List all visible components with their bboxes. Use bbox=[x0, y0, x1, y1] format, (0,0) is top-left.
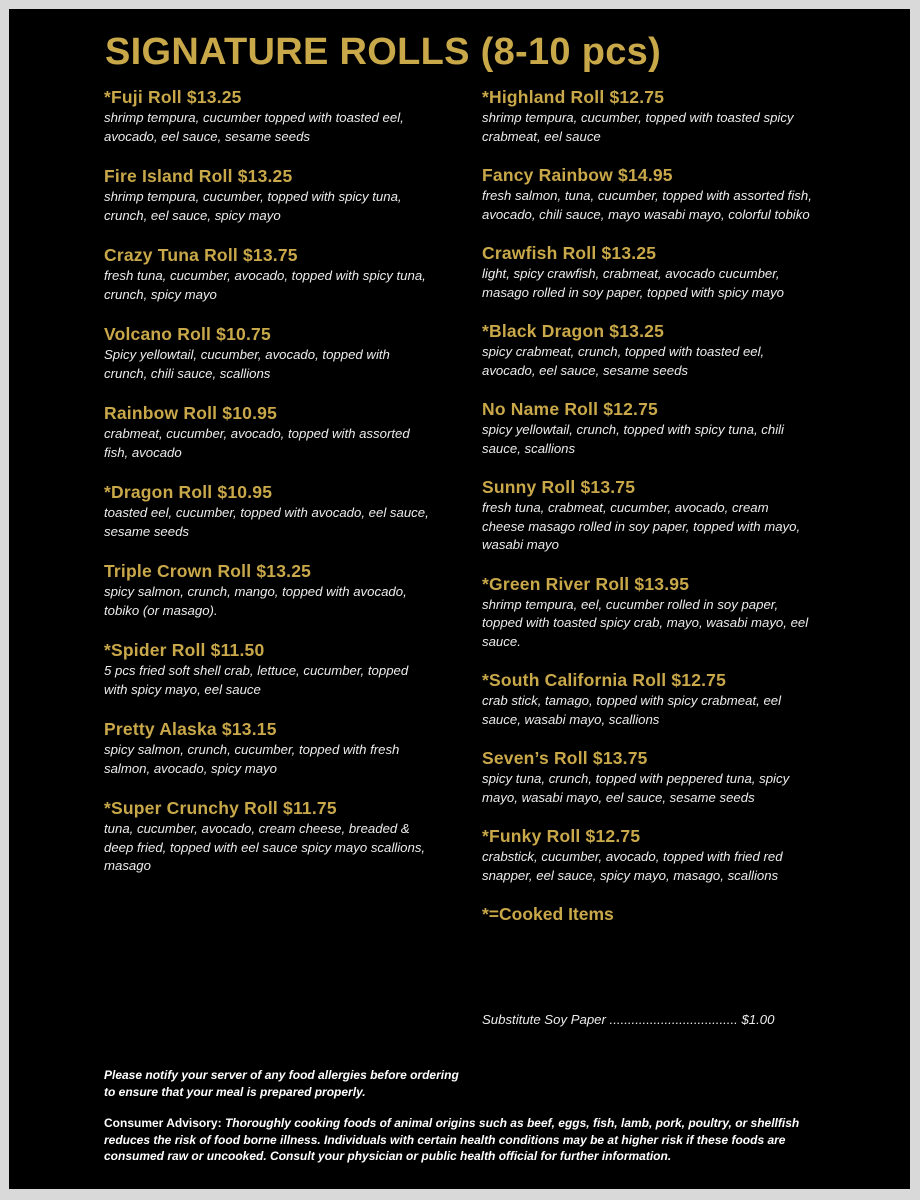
menu-item bbox=[104, 324, 434, 383]
menu-item bbox=[104, 482, 434, 541]
menu-item-description: spicy salmon, crunch, cucumber, topped with fresh salmon, avocado, spicy mayo bbox=[104, 742, 400, 776]
menu-item-title: Fire Island Roll $13.25 bbox=[104, 166, 293, 186]
menu-page bbox=[9, 9, 910, 1189]
menu-item-description: shrimp tempura, cucumber, topped with spicy tuna, crunch, eel sauce, spicy mayo bbox=[104, 189, 402, 223]
menu-item-title: *Highland Roll $12.75 bbox=[482, 87, 665, 107]
menu-item-description: spicy salmon, crunch, mango, topped with avocado, tobiko (or masago). bbox=[104, 584, 407, 618]
menu-item bbox=[482, 477, 812, 555]
menu-item-description: fresh tuna, crabmeat, cucumber, avocado, cream cheese masago rolled in soy paper, topped with mayo, wasabi mayo bbox=[482, 500, 801, 552]
menu-item bbox=[482, 670, 812, 729]
menu-item-title: Crazy Tuna Roll $13.75 bbox=[104, 245, 298, 265]
advisory-text: Thoroughly cooking foods of animal origins such as beef, eggs, fish, lamb, pork, poultry, or shellfish reduces the risk of food borne illness. Individuals with certain health conditions may be at higher risk if these foods are consumed raw or uncooked. Consult your physician or public health official for further information. bbox=[104, 1116, 800, 1163]
menu-item-description: fresh salmon, tuna, cucumber, topped with assorted fish, avocado, chili sauce, mayo wasabi mayo, colorful tobiko bbox=[482, 188, 812, 222]
menu-item bbox=[104, 561, 434, 620]
menu-item-description: spicy tuna, crunch, topped with peppered tuna, spicy mayo, wasabi mayo, eel sauce, sesame seeds bbox=[482, 771, 790, 805]
menu-item bbox=[482, 165, 812, 224]
menu-item-title: *Spider Roll $11.50 bbox=[104, 640, 265, 660]
menu-item bbox=[482, 748, 812, 807]
menu-item-title: *Black Dragon $13.25 bbox=[482, 321, 665, 341]
menu-item-title: Fancy Rainbow $14.95 bbox=[482, 165, 673, 185]
menu-item-description: crab stick, tamago, topped with spicy crabmeat, eel sauce, wasabi mayo, scallions bbox=[482, 693, 782, 727]
menu-item bbox=[104, 798, 434, 876]
menu-item-description: shrimp tempura, cucumber, topped with toasted spicy crabmeat, eel sauce bbox=[482, 110, 794, 144]
menu-item bbox=[482, 399, 812, 458]
cooked-items-note: *=Cooked Items bbox=[482, 904, 614, 924]
advisory-label: Consumer Advisory: bbox=[104, 1116, 222, 1130]
consumer-advisory bbox=[104, 1115, 816, 1165]
left-menu-column bbox=[104, 87, 434, 896]
menu-item-title: *Funky Roll $12.75 bbox=[482, 826, 641, 846]
menu-item bbox=[104, 166, 434, 225]
menu-item bbox=[482, 243, 812, 302]
menu-item bbox=[482, 87, 812, 146]
menu-item bbox=[482, 574, 812, 652]
menu-item-description: crabstick, cucumber, avocado, topped with fried red snapper, eel sauce, spicy mayo, masago, scallions bbox=[482, 849, 783, 883]
menu-item-title: Rainbow Roll $10.95 bbox=[104, 403, 278, 423]
menu-item bbox=[482, 321, 812, 380]
menu-item-title: *Super Crunchy Roll $11.75 bbox=[104, 798, 337, 818]
menu-item bbox=[482, 826, 812, 885]
menu-item-description: spicy crabmeat, crunch, topped with toasted eel, avocado, eel sauce, sesame seeds bbox=[482, 344, 765, 378]
menu-item-title: Pretty Alaska $13.15 bbox=[104, 719, 277, 739]
menu-item-title: *Dragon Roll $10.95 bbox=[104, 482, 273, 502]
menu-item-title: Crawfish Roll $13.25 bbox=[482, 243, 657, 263]
menu-item-description: toasted eel, cucumber, topped with avocado, eel sauce, sesame seeds bbox=[104, 505, 429, 539]
menu-item-description: crabmeat, cucumber, avocado, topped with assorted fish, avocado bbox=[104, 426, 410, 460]
menu-item-title: *South California Roll $12.75 bbox=[482, 670, 727, 690]
right-menu-column bbox=[482, 87, 812, 925]
menu-item-title: *Fuji Roll $13.25 bbox=[104, 87, 242, 107]
menu-item-title: *Green River Roll $13.95 bbox=[482, 573, 690, 594]
menu-item-description: 5 pcs fried soft shell crab, lettuce, cucumber, topped with spicy mayo, eel sauce bbox=[104, 663, 409, 697]
menu-title: SIGNATURE ROLLS (8-10 pcs) bbox=[105, 31, 662, 73]
menu-item-description: Spicy yellowtail, cucumber, avocado, topped with crunch, chili sauce, scallions bbox=[104, 347, 390, 381]
menu-item bbox=[104, 87, 434, 146]
menu-item-description: tuna, cucumber, avocado, cream cheese, breaded & deep fried, topped with eel sauce spicy mayo scallions, masago bbox=[104, 821, 426, 873]
menu-item bbox=[104, 719, 434, 778]
menu-item-description: shrimp tempura, cucumber topped with toasted eel, avocado, eel sauce, sesame seeds bbox=[104, 110, 404, 144]
menu-item bbox=[104, 245, 434, 304]
menu-item-description: light, spicy crawfish, crabmeat, avocado cucumber, masago rolled in soy paper, topped with spicy mayo bbox=[482, 266, 785, 300]
menu-item-description: shrimp tempura, eel, cucumber rolled in soy paper, topped with toasted spicy crab, mayo, wasabi mayo, eel sauce. bbox=[482, 596, 809, 649]
menu-item bbox=[104, 403, 434, 462]
menu-item-title: Volcano Roll $10.75 bbox=[104, 324, 271, 344]
substitute-soy-paper-line: Substitute Soy Paper ................................... $1.00 bbox=[482, 1012, 775, 1027]
menu-item-description: fresh tuna, cucumber, avocado, topped with spicy tuna, crunch, spicy mayo bbox=[104, 268, 426, 302]
menu-item-title: Triple Crown Roll $13.25 bbox=[104, 561, 312, 581]
menu-item-description: spicy yellowtail, crunch, topped with spicy tuna, chili sauce, scallions bbox=[482, 422, 784, 456]
menu-item-title: No Name Roll $12.75 bbox=[482, 399, 658, 419]
menu-item-title: Seven’s Roll $13.75 bbox=[482, 748, 648, 768]
allergy-notice: Please notify your server of any food allergies before ordering to ensure that your meal is prepared properly. bbox=[104, 1068, 459, 1099]
menu-item bbox=[104, 640, 434, 699]
menu-item-title: Sunny Roll $13.75 bbox=[482, 477, 636, 497]
